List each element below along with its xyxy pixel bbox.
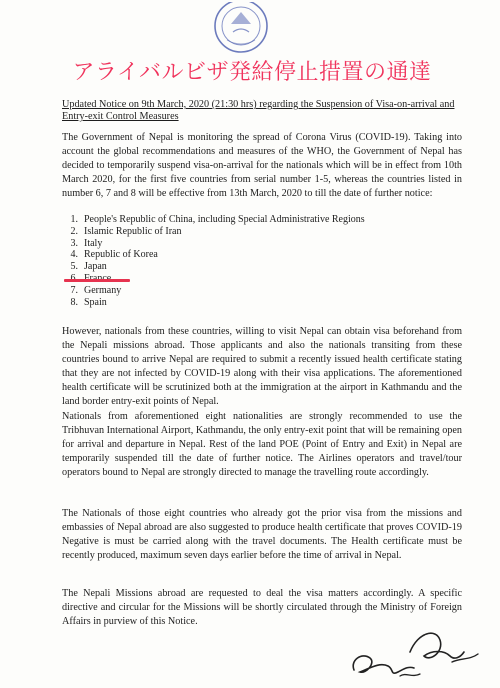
list-item: 4. Republic of Korea <box>70 249 158 261</box>
list-item: 8. Spain <box>70 296 107 308</box>
list-item: 3. Italy <box>70 237 103 249</box>
country-list <box>68 214 368 308</box>
list-item: 7. Germany <box>70 284 122 296</box>
paragraph-visa-health-certificate: However, nationals from these countries, willing to visit Nepal can obtain visa beforehand from the Nepali missions abroad. Those applicants and also the nationals transiting from these countries bound to arrive Nepal are required to submit a recently issued health certificate stating that they are not infected by COVID-19 along with their visa applications. The aforementioned health certificate will be scrutinized both at the immigration at the airport in Kathmandu and the land border entry-exit points of Nepal. <box>62 326 462 408</box>
ministry-seal <box>207 2 275 64</box>
paragraph-prior-visa-holders: The Nationals of those eight countries who already got the prior visa from the missions and embassies of Nepal abroad are also suggested to produce health certificate that proves COVID-19 Negative is must be carried along with the travel documents. The Health certificate must be recently produced, maximum seven days earlier before the time of arrival in Nepal. <box>62 508 462 562</box>
handwritten-signature <box>340 622 490 684</box>
notice-heading: Updated Notice on 9th March, 2020 (21:30 hrs) regarding the Suspension of Visa-on-arrival and Entry-exit Control Measures <box>62 99 455 122</box>
list-item: 1. People's Republic of China, including Special Administrative Regions <box>70 214 365 225</box>
paragraph-government-decision: The Government of Nepal is monitoring the spread of Corona Virus (COVID-19). Taking into account the global recommendations and measures of the WHO, the Government of Nepal has decided to temporarily suspend visa-on-arrival for the nationals which will be in effect from 10th March 2020, for the first five countries from serial number 1-5, whereas the countries listed in number 6, 7 and 8 will be effective from 13th March, 2020 to till the date of further notice: <box>62 132 462 200</box>
list-item-japan: 5. Japan <box>70 261 107 273</box>
list-item: 2. Islamic Republic of Iran <box>70 225 182 237</box>
japanese-overlay-title: アライバルビザ発給停止措置の通達 <box>72 60 432 85</box>
paragraph-missions-directive: The Nepali Missions abroad are requested to deal the visa matters accordingly. A specific directive and circular for the Missions will be shortly circulated through the Ministry of Foreign Affairs in purview of this Notice. <box>62 588 462 628</box>
paragraph-entry-exit-points: Nationals from aforementioned eight nationalities are strongly recommended to use the Tribhuvan International Airport, Kathmandu, the only entry-exit point that will be remaining open for arrival and departure in Nepal. Rest of the land POE (Point of Entry and Exit) in Nepal are temporarily suspended till the date of further notice. The Airlines operators and travel/tour operators bound to Nepal are strongly directed to manage the travelling route accordingly. <box>62 411 462 479</box>
japan-highlight-underline <box>64 279 130 282</box>
